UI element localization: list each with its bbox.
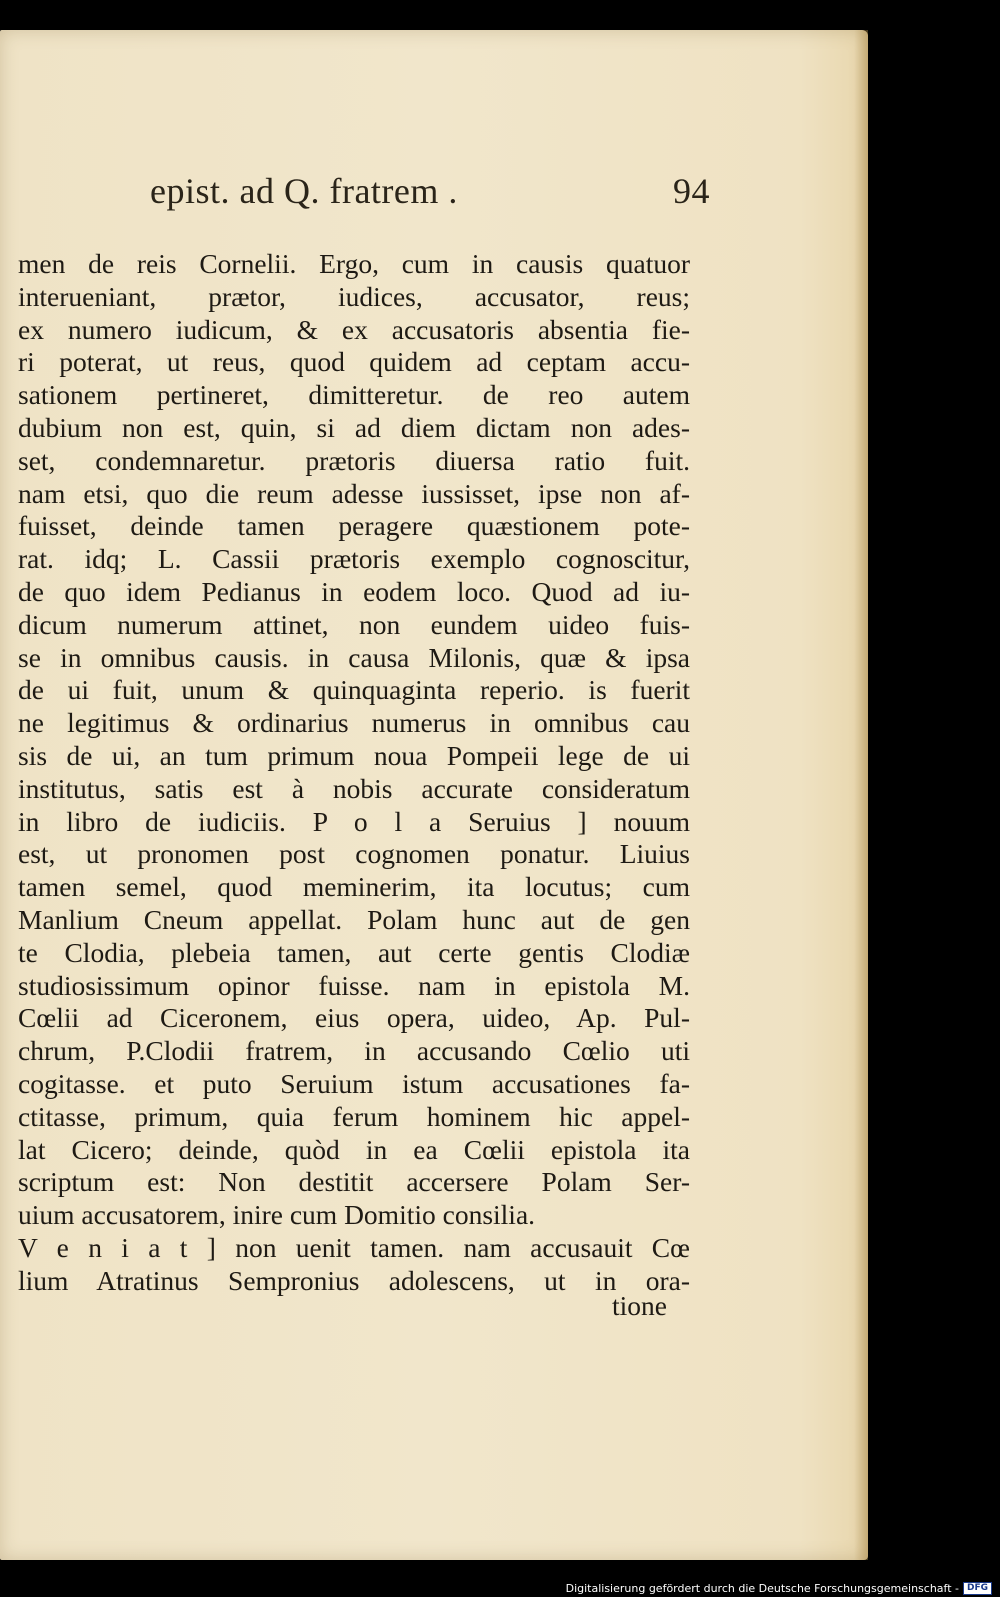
text-line: Cœlii ad Ciceronem, eius opera, uideo, Ap. Pul-: [18, 1002, 690, 1034]
text-line: se in omnibus causis. in causa Milonis, quæ & ipsa: [18, 641, 690, 673]
text-line: dicum numerum attinet, non eundem uideo fuis-: [18, 608, 690, 640]
running-head: [150, 170, 710, 212]
text-line: tamen semel, quod meminerim, ita locutus; cum: [18, 871, 690, 903]
dfg-logo: DFG: [963, 1582, 992, 1595]
text-line: sationem pertineret, dimitteretur. de reo autem: [18, 379, 690, 411]
text-line: Manlium Cneum appellat. Polam hunc aut de gen: [18, 903, 690, 935]
body-text: [18, 248, 690, 1298]
text-line: sis de ui, an tum primum noua Pompeii lege de ui: [18, 739, 690, 771]
running-head-title: epist. ad Q. fratrem .: [150, 171, 458, 211]
text-line: te Clodia, plebeia tamen, aut certe gentis Clodiæ: [18, 936, 690, 968]
text-line: lat Cicero; deinde, quòd in ea Cœlii epistola ita: [18, 1133, 690, 1165]
text-line: dubium non est, quin, si ad diem dictam non ades-: [18, 411, 690, 443]
text-line: de ui fuit, unum & quinquaginta reperio. is fuerit: [18, 674, 690, 706]
digitization-credit: [566, 1582, 992, 1595]
text-line: ex numero iudicum, & ex accusatoris absentia fie-: [18, 313, 690, 345]
page-number: 94: [673, 171, 710, 211]
book-page: [0, 30, 868, 1560]
text-line: set, condemnaretur. prætoris diuersa ratio fuit.: [18, 444, 690, 476]
text-line: ri poterat, ut reus, quod quidem ad ceptam accu-: [18, 346, 690, 378]
text-line: scriptum est: Non destitit accersere Polam Ser-: [18, 1166, 690, 1198]
text-line: chrum, P.Clodii fratrem, in accusando Cœlio uti: [18, 1035, 690, 1067]
text-line: cogitasse. et puto Seruium istum accusationes fa-: [18, 1067, 690, 1099]
catchword: tione: [612, 1290, 667, 1321]
text-line: est, ut pronomen post cognomen ponatur. Liuius: [18, 838, 690, 870]
text-line: lium Atratinus Sempronius adolescens, ut in ora-: [18, 1264, 690, 1296]
text-line: fuisset, deinde tamen peragere quæstionem pote-: [18, 510, 690, 542]
text-line: men de reis Cornelii. Ergo, cum in causis quatuor: [18, 248, 690, 279]
credit-text: Digitalisierung gefördert durch die Deutsche Forschungsgemeinschaft -: [565, 1582, 959, 1595]
text-line: interueniant, prætor, iudices, accusator, reus;: [18, 280, 690, 312]
text-line: nam etsi, quo die reum adesse iussisset, ipse non af-: [18, 477, 690, 509]
text-line: V e n i a t ] non uenit tamen. nam accusauit Cœ: [18, 1231, 690, 1263]
text-line: in libro de iudiciis. P o l a Seruius ] nouum: [18, 805, 690, 837]
text-line: de quo idem Pedianus in eodem loco. Quod ad iu-: [18, 575, 690, 607]
text-line: ne legitimus & ordinarius numerus in omnibus cau: [18, 707, 690, 739]
text-line: studiosissimum opinor fuisse. nam in epistola M.: [18, 969, 690, 1001]
text-line: ctitasse, primum, quia ferum hominem hic appel-: [18, 1100, 690, 1132]
text-line: rat. idq; L. Cassii prætoris exemplo cognoscitur,: [18, 543, 690, 575]
text-line: uium accusatorem, inire cum Domitio consilia.: [18, 1199, 536, 1231]
text-line: institutus, satis est à nobis accurate consideratum: [18, 772, 690, 804]
